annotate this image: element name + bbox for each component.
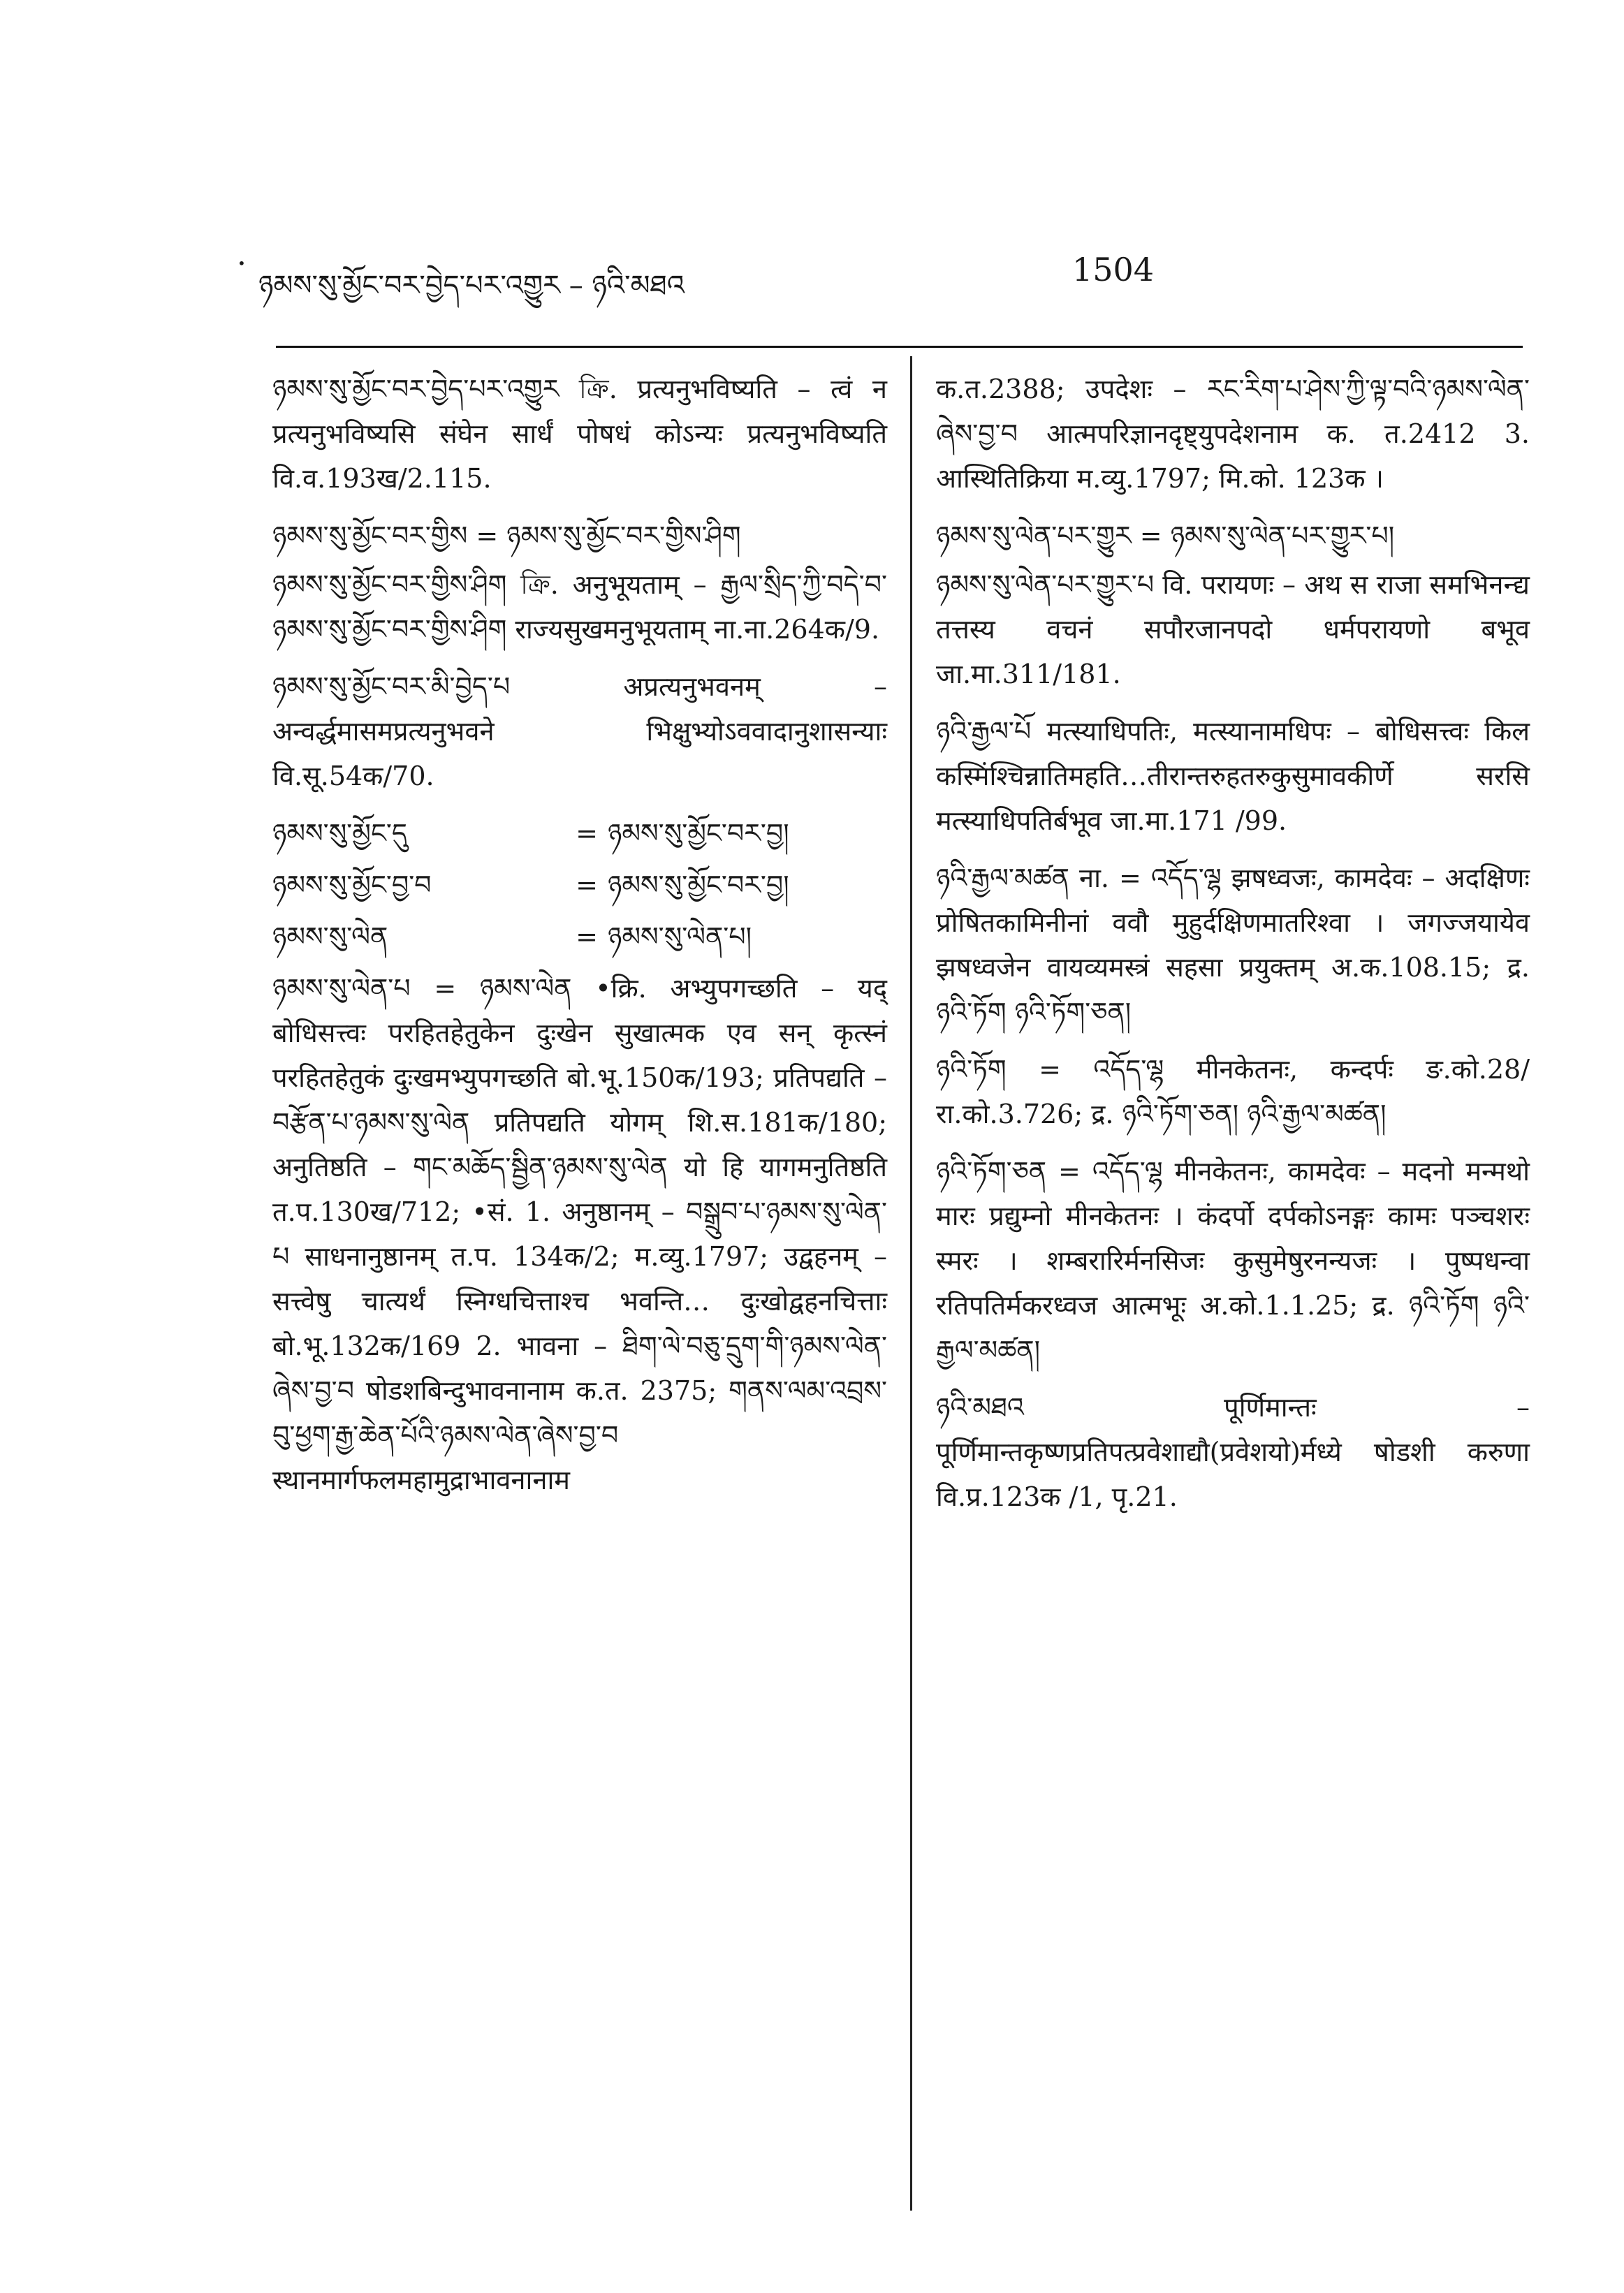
dictionary-entry: ཉའི་ཏོག = འདོད་ལྷ मीनकेतनः, कन्दर्पः ङ.को.28/ रा.को.3.726; द्र. ཉའི་ཏོག་ཅན། ཉའི་རྒྱལ་མཚན།	[936, 1054, 1530, 1129]
ref-target: ཉམས་སུ་མྱོང་བར་བྱ།	[608, 870, 789, 900]
header-title: ཉམས་སུ་མྱོང་བར་བྱེད་པར་འགྱུར – ཉའི་མཐའ	[258, 270, 685, 302]
header-dot: •	[237, 255, 246, 272]
ref-equals: =	[576, 870, 598, 900]
page-header	[237, 248, 1495, 304]
ref-head: ཉམས་སུ་མྱོང་དུ	[272, 818, 407, 849]
ref-target: ཉམས་སུ་ལེན་པ།	[608, 921, 752, 952]
right-column	[936, 367, 1530, 1532]
cross-reference-row	[272, 914, 887, 959]
header-rule	[276, 346, 1523, 348]
cross-reference-row	[272, 811, 887, 856]
dictionary-entry: ཉམས་སུ་མྱོང་བར་གྱིས་ཤིག ক্রি. अनुभूयताम् – རྒྱལ་སྲིད་ཀྱི་བདེ་བ་ཉམས་སུ་མྱོང་བར་གྱིས་ཤིག राज्यसुखमनुभूयताम् ना.ना.264क/9.	[272, 569, 887, 645]
ref-equals: =	[576, 818, 598, 849]
dictionary-entry: ཉའི་མཐའ पूर्णिमान्तः – पूर्णिमान्तकृष्णप्रतिपत्प्रवेशाद्यौ(प्रवेशयो)र्मध्ये षोडशी करुणा वि.प्र.123क /1, पृ.21.	[936, 1392, 1530, 1512]
dictionary-entry: ཉམས་སུ་ལེན་པ = ཉམས་ལེན •क्रि. अभ्युपगच्छति – यद् बोधिसत्त्वः परहितहेतुकेन दुःखेन सुखात्मक एव सन् कृत्स्नं परहितहेतुकं दुःखमभ्युपगच्छति बो.भू.150क/193; प्रतिपद्यति – བརྩོན་པ་ཉམས་སུ་ལེན प्रतिपद्यति योगम् शि.स.181क/180; अनुतिष्ठति – གང་མཆོད་སྦྱིན་ཉམས་སུ་ལེན यो हि यागमनुतिष्ठति त.प.130ख/712; •सं. 1. अनुष्ठानम् – བསྒྲུབ་པ་ཉམས་སུ་ལེན་པ साधनानुष्ठानम् त.प. 134क/2; म.व्यु.1797; उद्वहनम् – सत्त्वेषु चात्यर्थं स्निग्धचित्ताश्च भवन्ति… दुःखोद्वहनचित्ताः बो.भू.132क/169 2. भावना – ཐིག་ལེ་བཅུ་དྲུག་གི་ཉམས་ལེན་ཞེས་བྱ་བ षोडशबिन्दुभावनानाम क.त. 2375; གནས་ལམ་འབྲས་བུ་ཕྱག་རྒྱ་ཆེན་པོའི་ཉམས་ལེན་ཞེས་བྱ་བ स्थानमार्गफलमहामुद्राभावनानाम	[272, 973, 887, 1495]
dictionary-entry: ཉམས་སུ་ལེན་པར་གྱུར = ཉམས་སུ་ལེན་པར་གྱུར་པ།	[936, 520, 1395, 551]
dictionary-entry: ཉམས་སུ་ལེན་པར་གྱུར་པ वि. परायणः – अथ स राजा समभिनन्द्य तत्तस्य वचनं सपौरजानपदो धर्मपरायणो बभूव जा.मा.311/181.	[936, 569, 1530, 689]
dictionary-entry: ཉའི་ཏོག་ཅན = འདོད་ལྷ मीनकेतनः, कामदेवः – मदनो मन्मथो मारः प्रद्युम्नो मीनकेतनः । कंदर्पो दर्पकोऽनङ्गः कामः पञ्चशरः स्मरः । शम्बरारिर्मनसिजः कुसुमेषुरनन्यजः । पुष्पधन्वा रतिपतिर्मकरध्वज आत्मभूः अ.को.1.1.25; द्र. ཉའི་ཏོག ཉའི་རྒྱལ་མཚན།	[936, 1156, 1530, 1365]
dictionary-entry: ཉམས་སུ་མྱོང་བར་གྱིས = ཉམས་སུ་མྱོང་བར་གྱིས་ཤིག	[272, 520, 741, 551]
ref-head: ཉམས་སུ་མྱོང་བྱ་བ	[272, 870, 432, 900]
dictionary-entry: ཉམས་སུ་མྱོང་བར་བྱེད་པར་འགྱུར ক্রি. प्रत्यनुभविष्यति – त्वं न प्रत्यनुभविष्यसि संघेन सार्धं पोषधं कोऽन्यः प्रत्यनुभविष्यति वि.व.193ख/2.115.	[272, 374, 887, 494]
cross-reference-row	[272, 863, 887, 907]
left-column	[272, 367, 887, 1515]
dictionary-entry: क.त.2388; उपदेशः – རང་རིག་པ་ཤེས་ཀྱི་ལྟ་བའི་ཉམས་ལེན་ཞེས་བྱ་བ आत्मपरिज्ञानदृष्ट्युपदेशनाम क. त.2412 3. आस्थितिक्रिया म.व्यु.1797; मि.को. 123क ।	[936, 374, 1530, 494]
ref-head: ཉམས་སུ་ལེན	[272, 921, 388, 952]
dictionary-entry: ཉའི་རྒྱལ་པོ मत्स्याधिपतिः, मत्स्यानामधिपः – बोधिसत्त्वः किल कस्मिंश्चिन्नातिमहति…तीरान्तरुहतरुकुसुमावकीर्णे सरसि मत्स्याधिपतिर्बभूव जा.मा.171 /99.	[936, 716, 1530, 836]
dictionary-entry: ཉམས་སུ་མྱོང་བར་མི་བྱེད་པ अप्रत्यनुभवनम् – अन्वर्द्धमासमप्रत्यनुभवने भिक्षुभ्योऽववादानुशासन्याः वि.सू.54क/70.	[272, 671, 887, 791]
ref-equals: =	[576, 921, 598, 952]
ref-target: ཉམས་སུ་མྱོང་བར་བྱ།	[608, 818, 789, 849]
column-divider	[910, 356, 912, 2211]
dictionary-entry: ཉའི་རྒྱལ་མཚན ना. = འདོད་ལྷ झषध्वजः, कामदेवः – अदक्षिणः प्रोषितकामिनीनां ववौ मुहुर्दक्षिणमातरिश्वा । जगज्जयायेव झषध्वजेन वायव्यमस्त्रं सहसा प्रयुक्तम् अ.क.108.15; द्र. ཉའི་ཏོག ཉའི་ཏོག་ཅན།	[936, 863, 1530, 1027]
page-number: 1504	[1072, 251, 1155, 288]
